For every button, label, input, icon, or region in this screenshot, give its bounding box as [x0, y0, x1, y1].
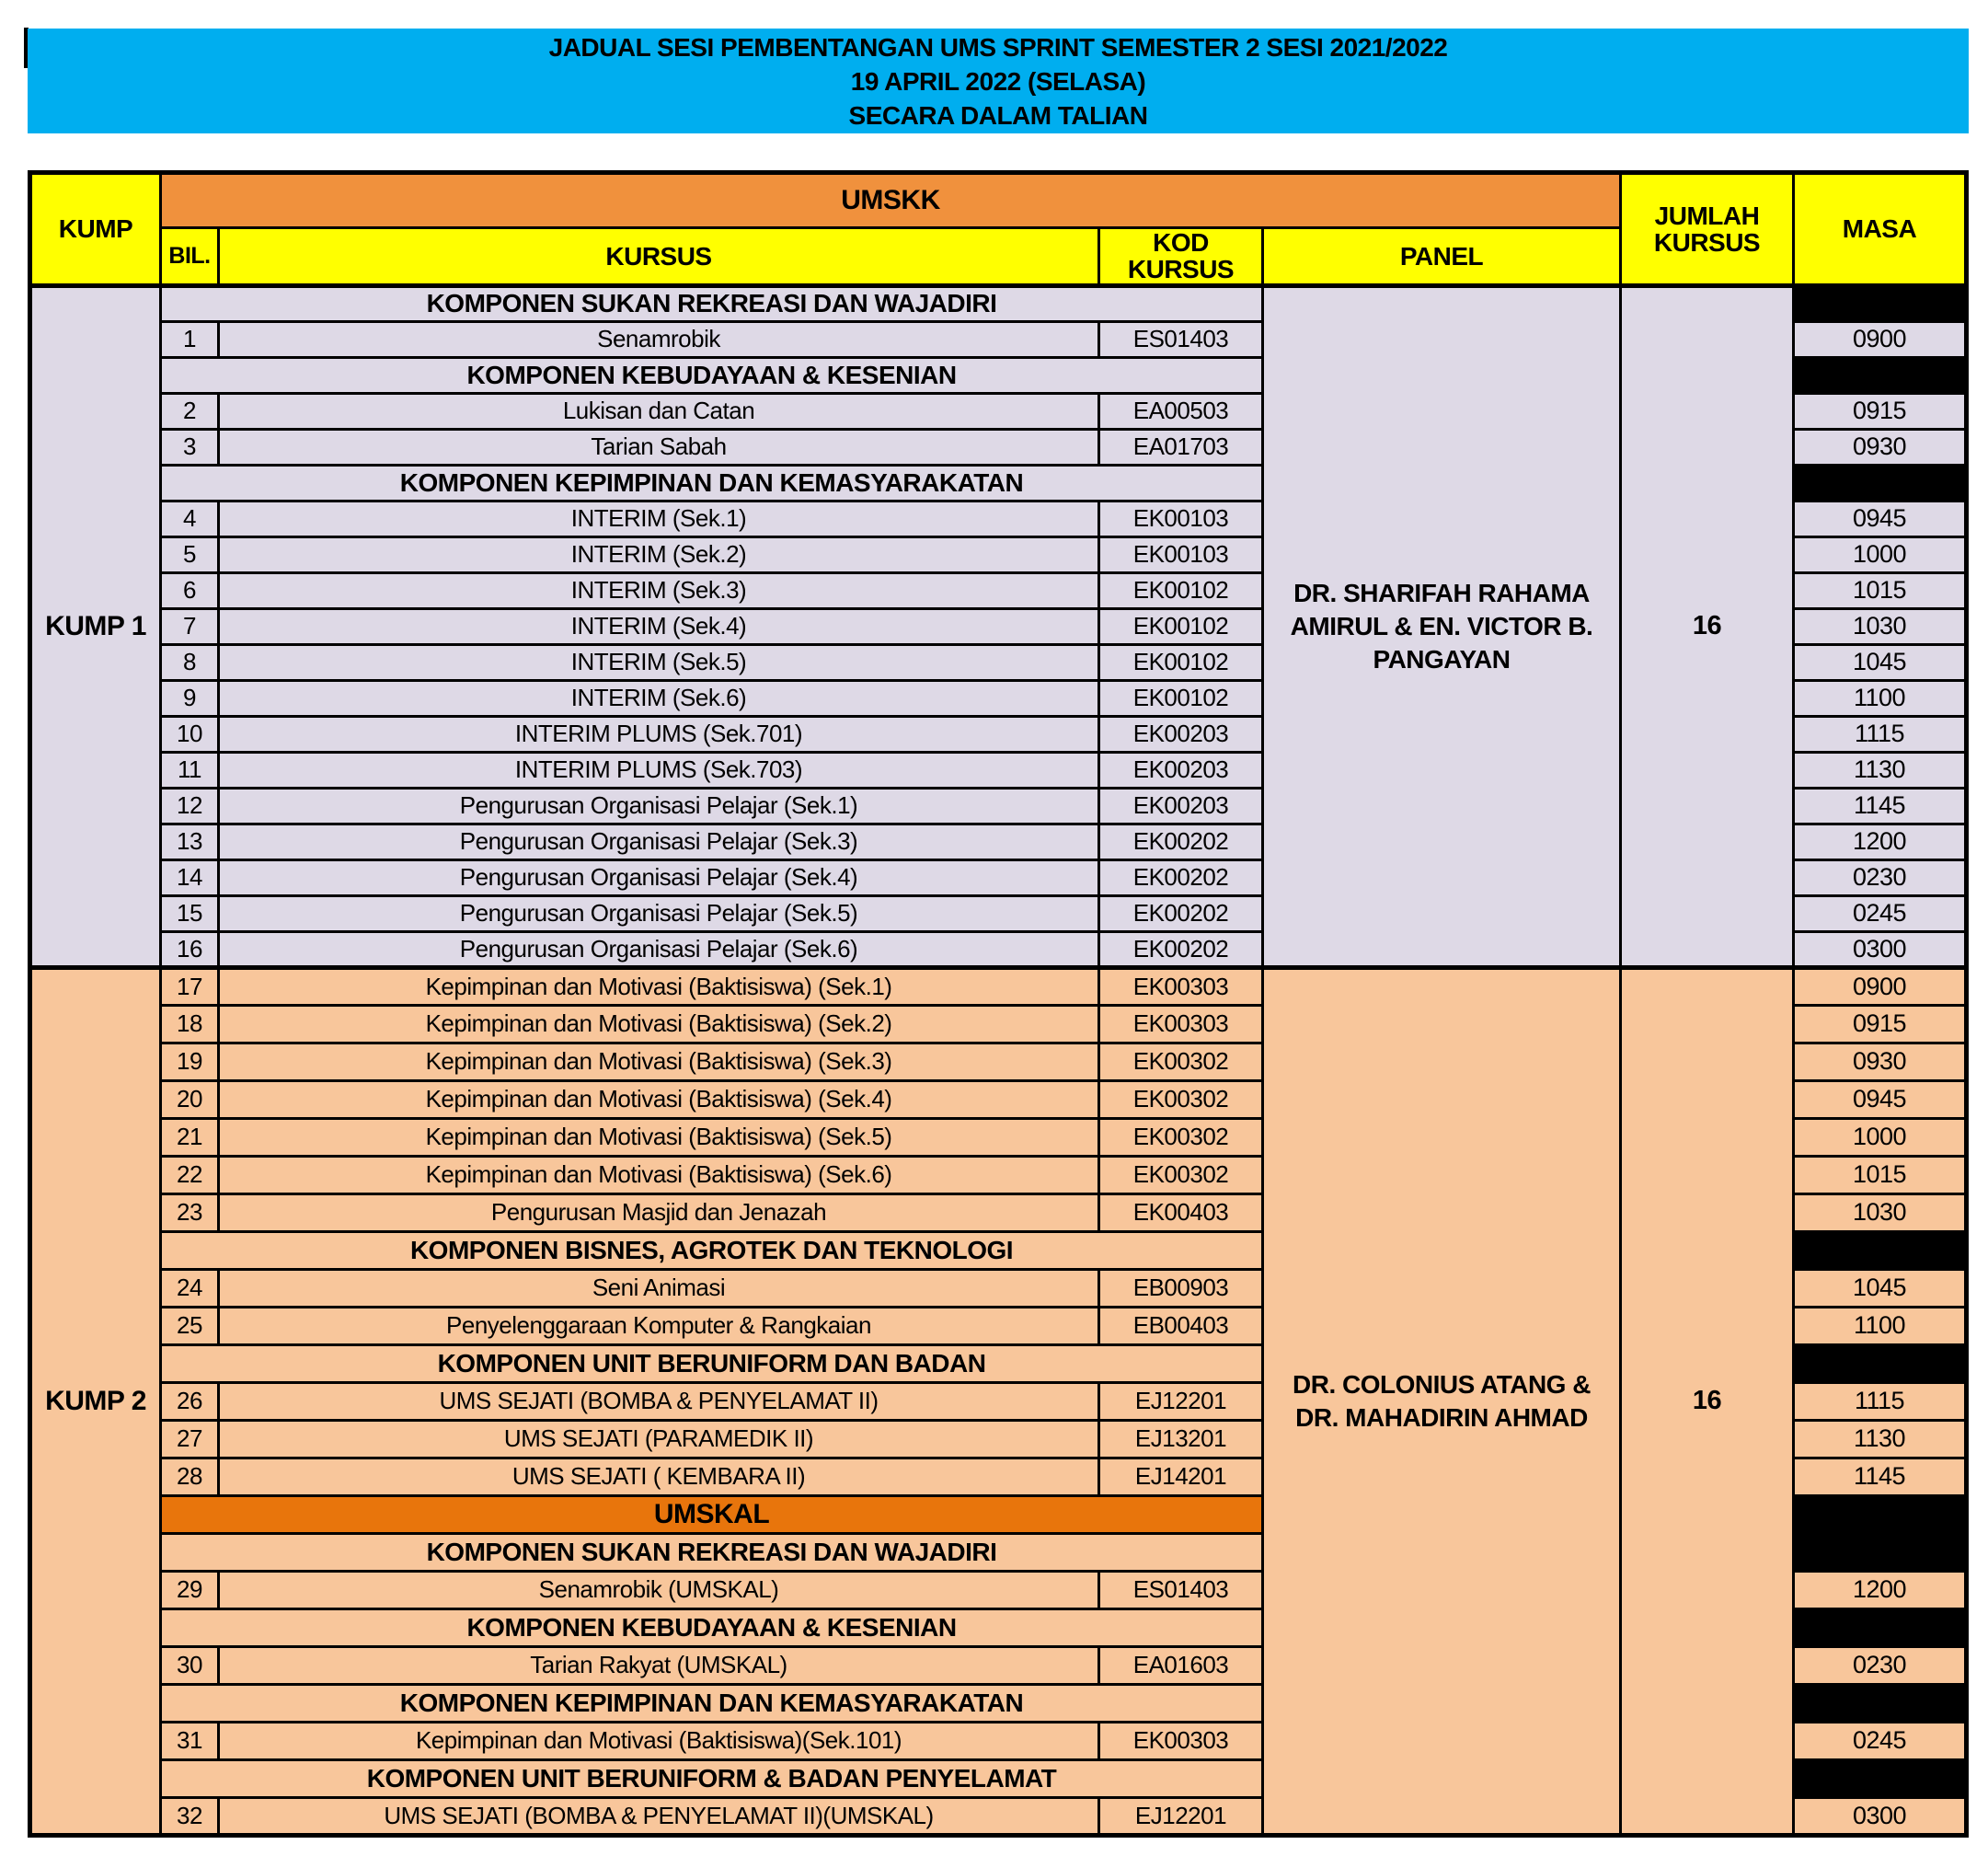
course-code: EJ12201: [1099, 1382, 1263, 1420]
panel-names: DR. SHARIFAH RAHAMA AMIRUL & EN. VICTOR B. PANGAYAN: [1263, 285, 1621, 967]
time-cell: 0930: [1794, 1043, 1967, 1080]
col-header-jumlah-kursus: JUMLAH KURSUS: [1621, 173, 1794, 286]
row-number: 22: [161, 1156, 219, 1193]
time-cell: 1145: [1794, 788, 1967, 824]
row-number: 6: [161, 572, 219, 608]
course-code: EK00302: [1099, 1156, 1263, 1193]
group-label: KUMP 2: [30, 967, 161, 1835]
col-header-kod-kursus: KOD KURSUS: [1099, 228, 1263, 286]
table-header: [30, 173, 1967, 286]
course-code: ES01403: [1099, 1571, 1263, 1608]
row-number: 12: [161, 788, 219, 824]
course-code: EK00303: [1099, 1722, 1263, 1759]
time-cell: 0300: [1794, 931, 1967, 967]
time-cell: 1015: [1794, 572, 1967, 608]
time-cell: 1000: [1794, 1118, 1967, 1156]
course-code: EK00202: [1099, 859, 1263, 895]
course-code: EB00903: [1099, 1269, 1263, 1307]
time-cell: 0930: [1794, 429, 1967, 465]
course-name: UMS SEJATI (PARAMEDIK II): [219, 1420, 1099, 1458]
course-code: EK00303: [1099, 967, 1263, 1005]
section-row: [30, 285, 1967, 321]
col-header-masa: MASA: [1794, 173, 1967, 286]
time-cell: 0245: [1794, 895, 1967, 931]
section-header: KOMPONEN SUKAN REKREASI DAN WAJADIRI: [161, 285, 1263, 321]
table-body: [30, 285, 1967, 1835]
group-label: KUMP 1: [30, 285, 161, 967]
row-number: 20: [161, 1080, 219, 1118]
course-code: EK00202: [1099, 824, 1263, 859]
blackout-cell: [1794, 285, 1967, 321]
time-cell: 1130: [1794, 752, 1967, 788]
time-cell: 0900: [1794, 321, 1967, 357]
course-name: Lukisan dan Catan: [219, 393, 1099, 429]
section-header: KOMPONEN UNIT BERUNIFORM DAN BADAN: [161, 1344, 1263, 1382]
col-header-panel: PANEL: [1263, 228, 1621, 286]
row-number: 18: [161, 1005, 219, 1043]
row-number: 32: [161, 1797, 219, 1835]
course-code: EK00102: [1099, 680, 1263, 716]
course-name: Kepimpinan dan Motivasi (Baktisiswa) (Sek.3): [219, 1043, 1099, 1080]
time-cell: 1045: [1794, 644, 1967, 680]
section-header: KOMPONEN KEPIMPINAN DAN KEMASYARAKATAN: [161, 465, 1263, 501]
row-number: 4: [161, 501, 219, 536]
course-name: Pengurusan Organisasi Pelajar (Sek.1): [219, 788, 1099, 824]
course-name: Pengurusan Organisasi Pelajar (Sek.4): [219, 859, 1099, 895]
section-header: KOMPONEN UNIT BERUNIFORM & BADAN PENYELAMAT: [161, 1759, 1263, 1797]
row-number: 23: [161, 1193, 219, 1231]
row-number: 27: [161, 1420, 219, 1458]
course-name: Penyelenggaraan Komputer & Rangkaian: [219, 1307, 1099, 1344]
course-name: INTERIM (Sek.6): [219, 680, 1099, 716]
time-cell: 1030: [1794, 608, 1967, 644]
course-code: EK00203: [1099, 752, 1263, 788]
row-number: 17: [161, 967, 219, 1005]
course-code: EK00102: [1099, 608, 1263, 644]
title-banner: [28, 29, 1969, 133]
time-cell: 0945: [1794, 1080, 1967, 1118]
row-number: 31: [161, 1722, 219, 1759]
course-name: Kepimpinan dan Motivasi (Baktisiswa) (Sek.1): [219, 967, 1099, 1005]
time-cell: 1200: [1794, 824, 1967, 859]
time-cell: 0915: [1794, 393, 1967, 429]
row-number: 5: [161, 536, 219, 572]
section-header: KOMPONEN KEPIMPINAN DAN KEMASYARAKATAN: [161, 1684, 1263, 1722]
time-cell: 1200: [1794, 1571, 1967, 1608]
course-name: UMS SEJATI ( KEMBARA II): [219, 1458, 1099, 1495]
blackout-cell: [1794, 1608, 1967, 1646]
course-name: INTERIM PLUMS (Sek.703): [219, 752, 1099, 788]
row-number: 21: [161, 1118, 219, 1156]
row-number: 30: [161, 1646, 219, 1684]
blackout-cell: [1794, 357, 1967, 393]
course-code: EJ13201: [1099, 1420, 1263, 1458]
time-cell: 1130: [1794, 1420, 1967, 1458]
time-cell: 0900: [1794, 967, 1967, 1005]
course-name: INTERIM (Sek.4): [219, 608, 1099, 644]
time-cell: 1100: [1794, 680, 1967, 716]
time-cell: 1115: [1794, 716, 1967, 752]
course-name: INTERIM (Sek.2): [219, 536, 1099, 572]
course-count: 16: [1621, 285, 1794, 967]
course-name: UMS SEJATI (BOMBA & PENYELAMAT II): [219, 1382, 1099, 1420]
course-code: EA01703: [1099, 429, 1263, 465]
course-code: EA00503: [1099, 393, 1263, 429]
umskk-group-banner: UMSKK: [161, 173, 1621, 228]
row-number: 8: [161, 644, 219, 680]
course-row: [30, 967, 1967, 1005]
course-name: INTERIM PLUMS (Sek.701): [219, 716, 1099, 752]
course-code: EK00103: [1099, 536, 1263, 572]
row-number: 1: [161, 321, 219, 357]
section-header: KOMPONEN KEBUDAYAAN & KESENIAN: [161, 1608, 1263, 1646]
course-name: Pengurusan Organisasi Pelajar (Sek.6): [219, 931, 1099, 967]
time-cell: 1100: [1794, 1307, 1967, 1344]
blackout-cell: [1794, 1344, 1967, 1382]
course-code: EK00302: [1099, 1043, 1263, 1080]
row-number: 3: [161, 429, 219, 465]
blackout-cell: [1794, 1231, 1967, 1269]
row-number: 10: [161, 716, 219, 752]
course-code: EK00403: [1099, 1193, 1263, 1231]
course-name: Kepimpinan dan Motivasi (Baktisiswa) (Sek.6): [219, 1156, 1099, 1193]
blackout-cell: [1794, 1759, 1967, 1797]
section-header: KOMPONEN SUKAN REKREASI DAN WAJADIRI: [161, 1533, 1263, 1571]
course-name: Pengurusan Masjid dan Jenazah: [219, 1193, 1099, 1231]
course-name: Tarian Sabah: [219, 429, 1099, 465]
col-header-bil: BIL.: [161, 228, 219, 286]
course-name: UMS SEJATI (BOMBA & PENYELAMAT II)(UMSKAL): [219, 1797, 1099, 1835]
time-cell: 1145: [1794, 1458, 1967, 1495]
course-code: EK00102: [1099, 572, 1263, 608]
time-cell: 0300: [1794, 1797, 1967, 1835]
time-cell: 1030: [1794, 1193, 1967, 1231]
course-code: EK00302: [1099, 1080, 1263, 1118]
blackout-cell: [1794, 1684, 1967, 1722]
course-code: EK00102: [1099, 644, 1263, 680]
row-number: 13: [161, 824, 219, 859]
time-cell: 1045: [1794, 1269, 1967, 1307]
time-cell: 0945: [1794, 501, 1967, 536]
title-line-3: SECARA DALAM TALIAN: [848, 100, 1148, 130]
time-cell: 1115: [1794, 1382, 1967, 1420]
row-number: 28: [161, 1458, 219, 1495]
title-line-2: 19 APRIL 2022 (SELASA): [850, 66, 1146, 96]
course-code: EK00302: [1099, 1118, 1263, 1156]
course-name: Pengurusan Organisasi Pelajar (Sek.3): [219, 824, 1099, 859]
schedule-table: [28, 170, 1969, 1838]
row-number: 29: [161, 1571, 219, 1608]
course-code: ES01403: [1099, 321, 1263, 357]
col-header-kursus: KURSUS: [219, 228, 1099, 286]
blackout-cell: [1794, 1533, 1967, 1571]
time-cell: 0230: [1794, 1646, 1967, 1684]
row-number: 25: [161, 1307, 219, 1344]
course-code: EK00203: [1099, 788, 1263, 824]
course-name: Senamrobik: [219, 321, 1099, 357]
row-number: 16: [161, 931, 219, 967]
row-number: 26: [161, 1382, 219, 1420]
section-header: KOMPONEN BISNES, AGROTEK DAN TEKNOLOGI: [161, 1231, 1263, 1269]
course-code: EK00202: [1099, 931, 1263, 967]
section-header: KOMPONEN KEBUDAYAAN & KESENIAN: [161, 357, 1263, 393]
row-number: 11: [161, 752, 219, 788]
course-name: Kepimpinan dan Motivasi (Baktisiswa) (Sek.2): [219, 1005, 1099, 1043]
course-name: Seni Animasi: [219, 1269, 1099, 1307]
course-name: Kepimpinan dan Motivasi (Baktisiswa)(Sek.101): [219, 1722, 1099, 1759]
course-name: Kepimpinan dan Motivasi (Baktisiswa) (Sek.5): [219, 1118, 1099, 1156]
course-code: EK00203: [1099, 716, 1263, 752]
row-number: 24: [161, 1269, 219, 1307]
course-name: Senamrobik (UMSKAL): [219, 1571, 1099, 1608]
course-code: EJ14201: [1099, 1458, 1263, 1495]
col-header-kump: KUMP: [30, 173, 161, 286]
row-number: 19: [161, 1043, 219, 1080]
time-cell: 0230: [1794, 859, 1967, 895]
time-cell: 1000: [1794, 536, 1967, 572]
course-code: EK00103: [1099, 501, 1263, 536]
umskal-banner: UMSKAL: [161, 1495, 1263, 1533]
panel-names: DR. COLONIUS ATANG & DR. MAHADIRIN AHMAD: [1263, 967, 1621, 1835]
time-cell: 0915: [1794, 1005, 1967, 1043]
course-name: INTERIM (Sek.3): [219, 572, 1099, 608]
row-number: 2: [161, 393, 219, 429]
time-cell: 1015: [1794, 1156, 1967, 1193]
course-name: Tarian Rakyat (UMSKAL): [219, 1646, 1099, 1684]
course-name: INTERIM (Sek.1): [219, 501, 1099, 536]
course-code: EJ12201: [1099, 1797, 1263, 1835]
course-name: Kepimpinan dan Motivasi (Baktisiswa) (Sek.4): [219, 1080, 1099, 1118]
row-number: 9: [161, 680, 219, 716]
course-name: INTERIM (Sek.5): [219, 644, 1099, 680]
course-code: EK00303: [1099, 1005, 1263, 1043]
time-cell: 0245: [1794, 1722, 1967, 1759]
course-name: Pengurusan Organisasi Pelajar (Sek.5): [219, 895, 1099, 931]
course-code: EK00202: [1099, 895, 1263, 931]
course-code: EB00403: [1099, 1307, 1263, 1344]
row-number: 7: [161, 608, 219, 644]
blackout-cell: [1794, 1495, 1967, 1533]
row-number: 14: [161, 859, 219, 895]
blackout-cell: [1794, 465, 1967, 501]
course-count: 16: [1621, 967, 1794, 1835]
title-line-1: JADUAL SESI PEMBENTANGAN UMS SPRINT SEMESTER 2 SESI 2021/2022: [548, 32, 1448, 62]
course-code: EA01603: [1099, 1646, 1263, 1684]
row-number: 15: [161, 895, 219, 931]
